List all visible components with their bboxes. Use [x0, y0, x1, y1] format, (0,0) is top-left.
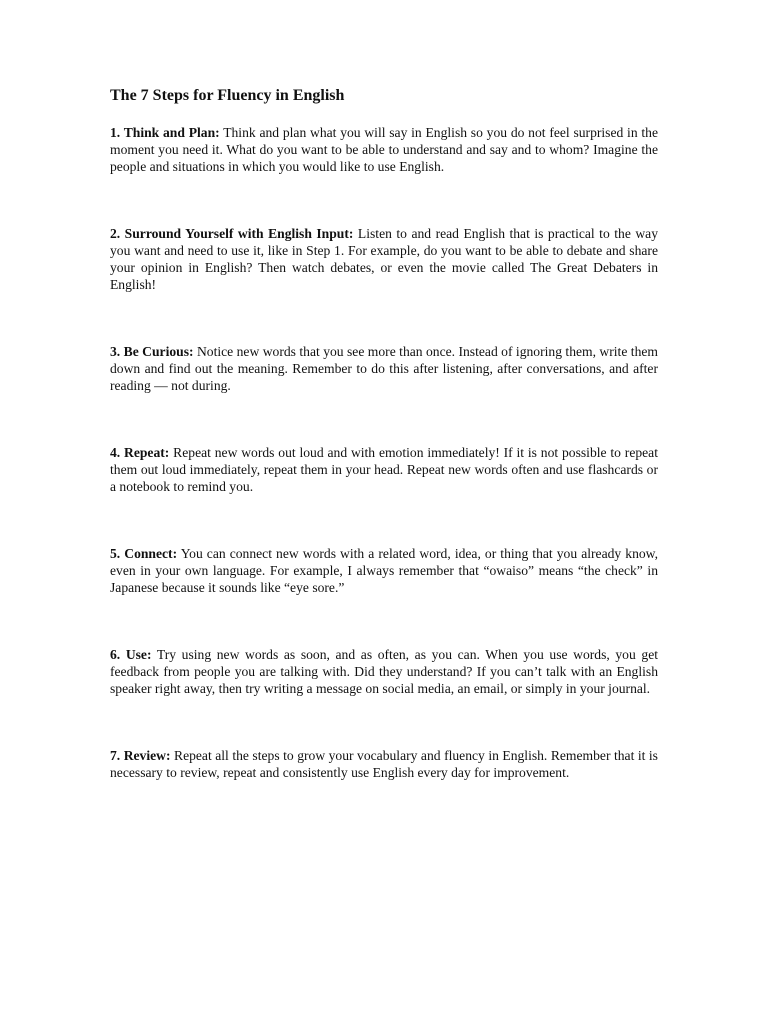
step-text: Listen to and read English that is practical to the way you want and need to use it, like in Step 1. For example, do you want to be able to debate and share your opinion in English? Then watch debates, or even the movie called The Great Debaters in English!	[110, 226, 658, 292]
step-text: Try using new words as soon, and as often, as you can. When you use words, you get feedback from people you are talking with. Did they understand? If you can’t talk with an English speaker right away, then try writing a message on social media, an email, or simply in your journal.	[110, 647, 659, 696]
step-surround-yourself	[110, 225, 658, 293]
step-label: 3. Be Curious:	[110, 344, 194, 359]
step-label: 5. Connect:	[110, 546, 178, 561]
step-text: Repeat new words out loud and with emotion immediately! If it is not possible to repeat them out loud immediately, repeat them in your head. Repeat new words often and use flashcards or a notebook to remind you.	[110, 445, 658, 494]
step-text: Repeat all the steps to grow your vocabulary and fluency in English. Remember that it is necessary to review, repeat and consistently use English every day for improvement.	[110, 748, 658, 780]
step-label: 2. Surround Yourself with English Input:	[110, 226, 354, 241]
step-label: 1. Think and Plan:	[110, 125, 220, 140]
step-use	[110, 646, 658, 697]
step-text: You can connect new words with a related word, idea, or thing that you already know, even in your own language. For example, I always remember that “owaiso” means “the check” in Japanese because it sounds like “eye sore.”	[110, 546, 658, 595]
step-label: 6. Use:	[110, 647, 152, 662]
step-label: 7. Review:	[110, 748, 171, 763]
document-title: The 7 Steps for Fluency in English	[110, 87, 345, 104]
step-think-and-plan	[110, 124, 658, 175]
step-text: Notice new words that you see more than once. Instead of ignoring them, write them down and find out the meaning. Remember to do this after listening, after conversations, and after reading — not during.	[110, 344, 658, 393]
step-review	[110, 747, 658, 781]
step-be-curious	[110, 343, 658, 394]
step-connect	[110, 545, 658, 596]
document-page	[110, 86, 658, 781]
step-label: 4. Repeat:	[110, 445, 170, 460]
step-repeat	[110, 444, 658, 495]
step-text: Think and plan what you will say in English so you do not feel surprised in the moment you need it. What do you want to be able to understand and say and to whom? Imagine the people and situations in which you would like to use English.	[110, 125, 659, 174]
